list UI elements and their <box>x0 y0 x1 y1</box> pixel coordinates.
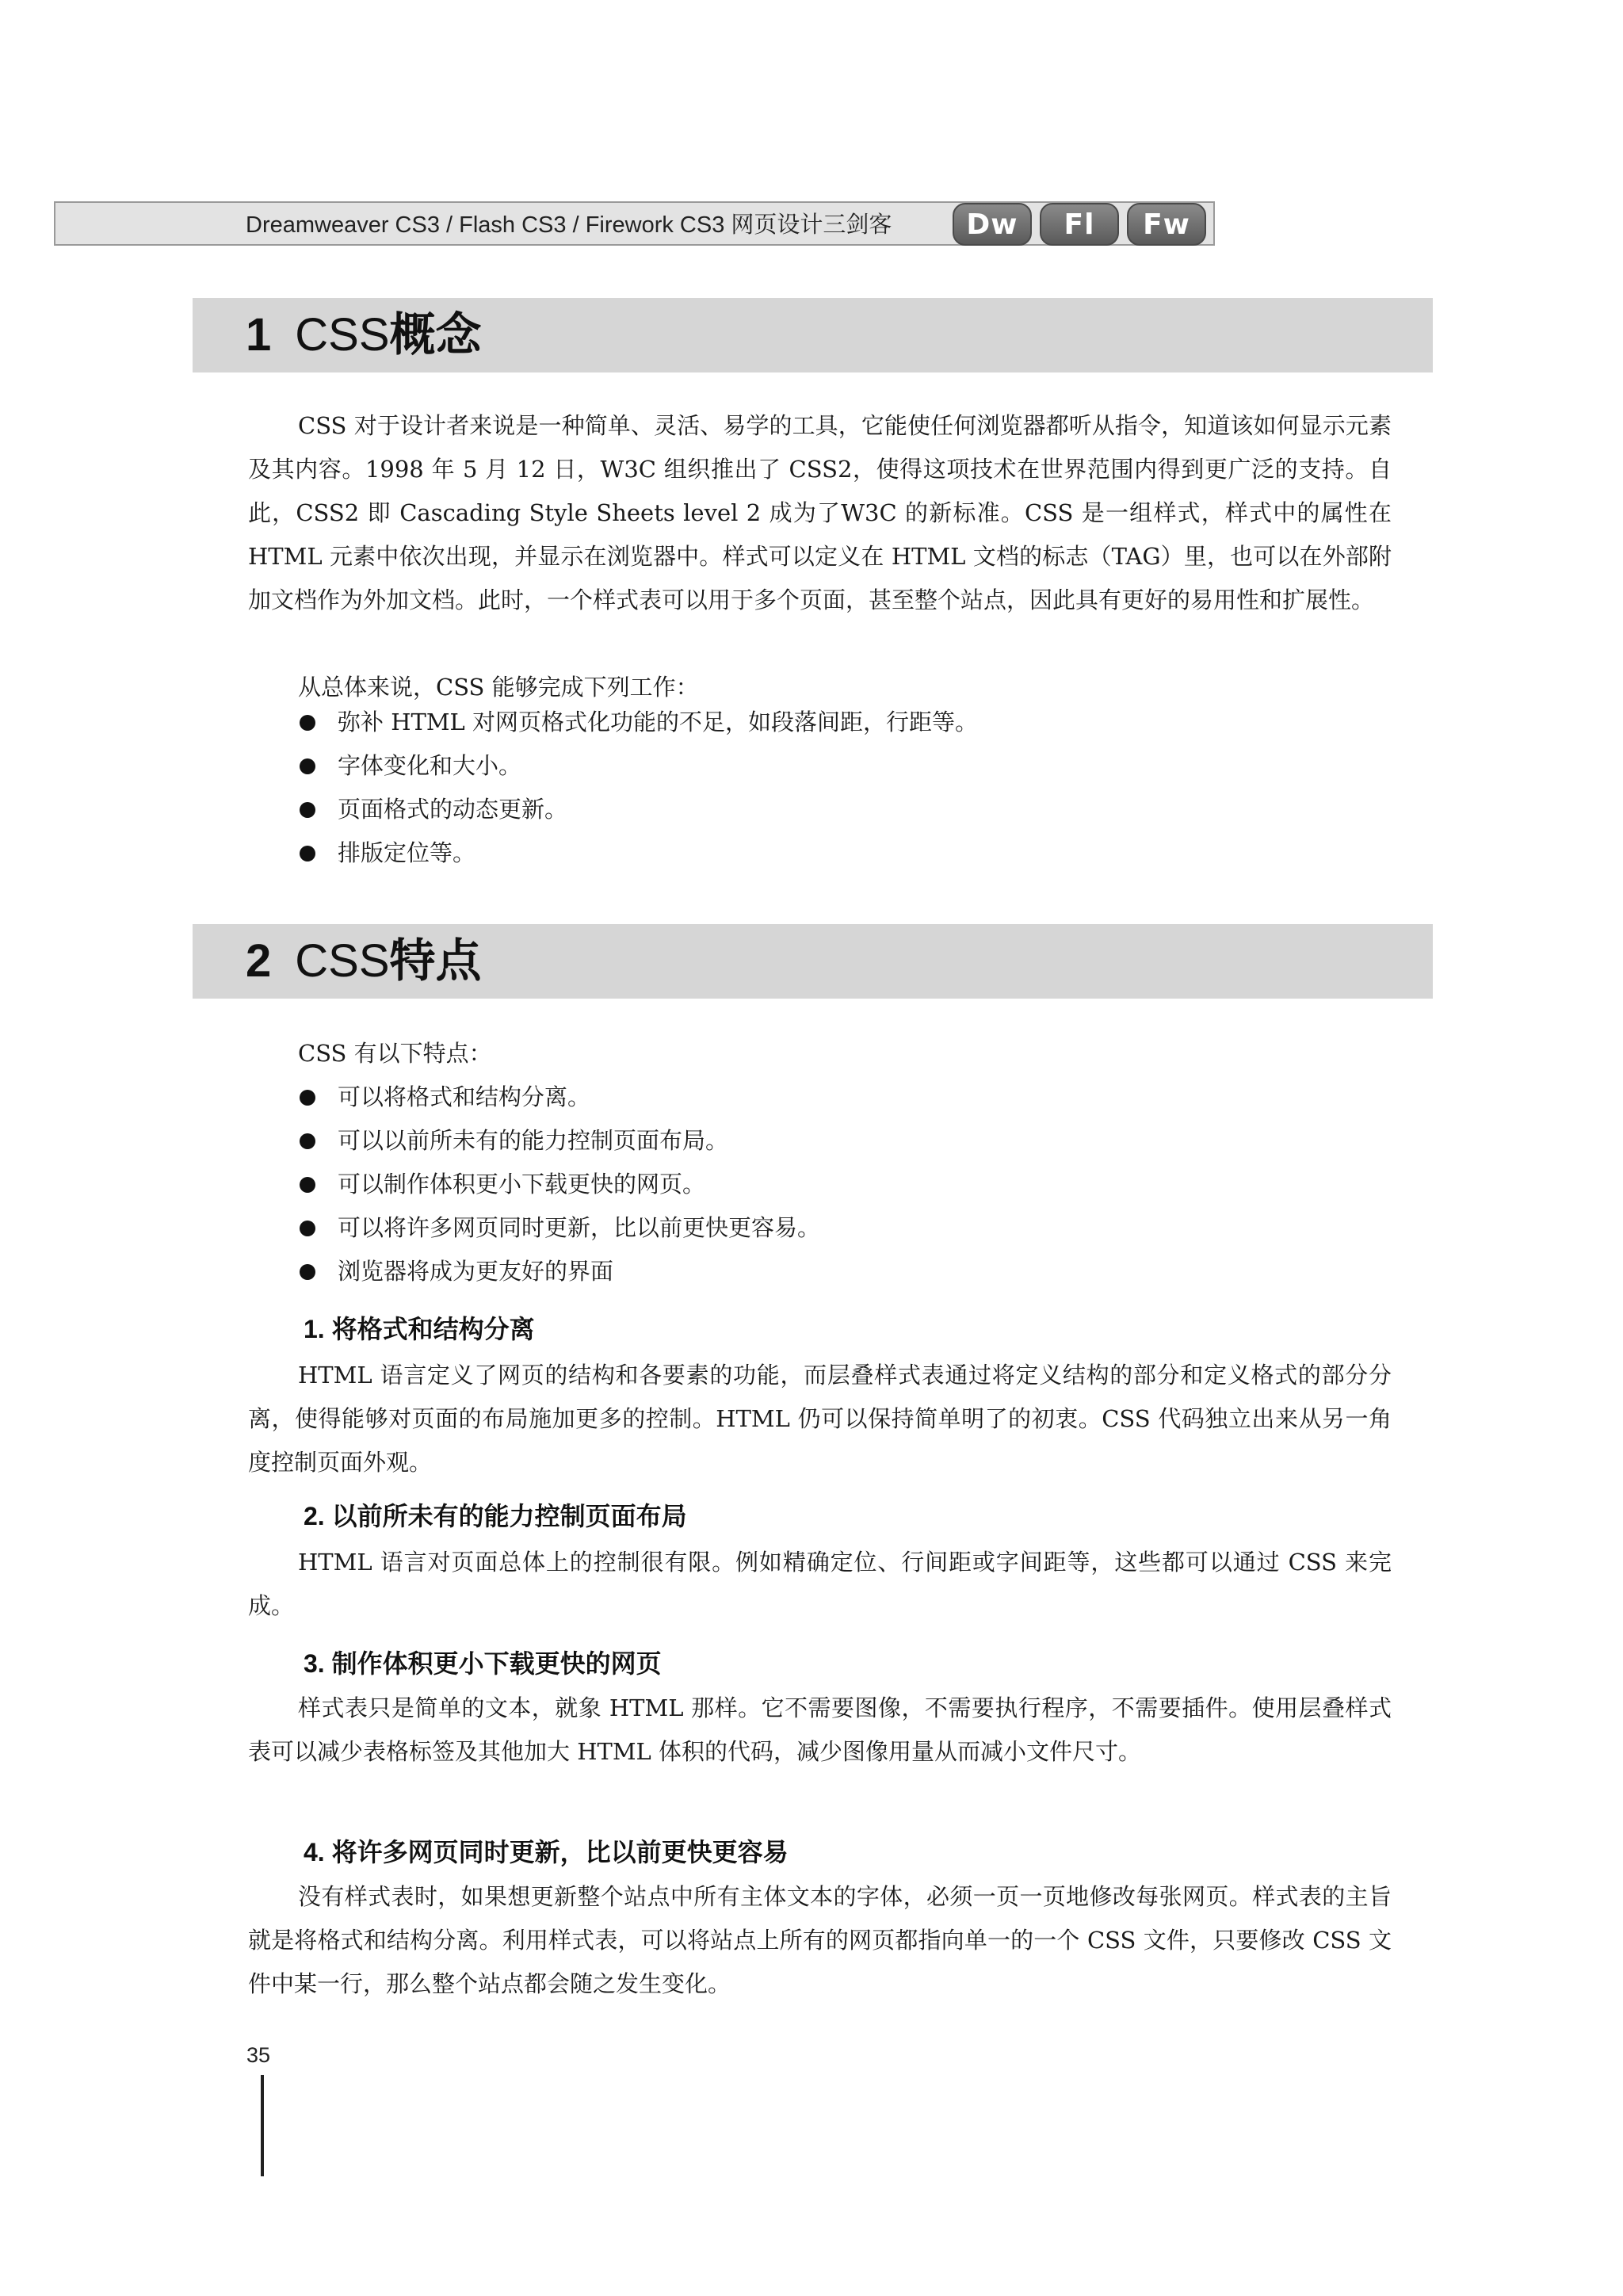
section-2-title-cn: 特点 <box>389 935 482 987</box>
subsection-2-heading: 2. 以前所未有的能力控制页面布局 <box>304 1502 687 1530</box>
section-2-title-latin: CSS <box>295 935 390 987</box>
section-1-bullet: 页面格式的动态更新。 <box>300 788 567 831</box>
section-1-title-cn: 概念 <box>389 309 482 361</box>
flash-badge: Fl <box>1040 203 1119 246</box>
subsection-2-text: HTML 语言对页面总体上的控制很有限。例如精确定位、行间距或字间距等，这些都可以通过 CSS 来完成。 <box>248 1549 1392 1619</box>
bullet-dot-icon <box>300 1177 315 1193</box>
subsection-3-text: 样式表只是简单的文本，就象 HTML 那样。它不需要图像，不需要执行程序，不需要插件。使用层叠样式表可以减少表格标签及其他加大 HTML 体积的代码，减少图像用量从而减小文件尺寸。 <box>248 1694 1392 1765</box>
bullet-dot-icon <box>300 802 315 818</box>
section-1-title-latin: CSS <box>295 309 390 361</box>
section-1-bullet: 字体变化和大小。 <box>300 744 521 788</box>
section-1-title <box>246 298 482 372</box>
section-2-bullet: 浏览器将成为更友好的界面 <box>300 1250 613 1293</box>
bullet-dot-icon <box>300 715 315 731</box>
bullet-dot-icon <box>300 1090 315 1106</box>
subsection-4-text: 没有样式表时，如果想更新整个站点中所有主体文本的字体，必须一页一页地修改每张网页。样式表的主旨就是将格式和结构分离。利用样式表，可以将站点上所有的网页都指向单一的一个 CSS 文件，只要修改 CSS 文件中某一行，那么整个站点都会随之发生变化。 <box>248 1883 1392 1997</box>
fireworks-badge: Fw <box>1127 203 1206 246</box>
running-header-text: Dreamweaver CS3 / Flash CS3 / Firework CS3 网页设计三剑客 <box>246 212 892 238</box>
section-2-bullet: 可以制作体积更小下载更快的网页。 <box>300 1163 705 1206</box>
section-1-bullet: 弥补 HTML 对网页格式化功能的不足，如段落间距，行距等。 <box>300 701 978 744</box>
section-1-intro: 从总体来说，CSS 能够完成下列工作： <box>298 674 699 701</box>
subsection-3-heading: 3. 制作体积更小下载更快的网页 <box>304 1649 662 1678</box>
section-2-intro: CSS 有以下特点： <box>298 1040 492 1067</box>
subsection-4-heading: 4. 将许多网页同时更新，比以前更快更容易 <box>304 1838 789 1866</box>
bullet-dot-icon <box>300 758 315 774</box>
footer-rule <box>261 2075 264 2176</box>
subsection-1-text: HTML 语言定义了网页的结构和各要素的功能，而层叠样式表通过将定义结构的部分和定义格式的部分分离，使得能够对页面的布局施加更多的控制。HTML 仍可以保持简单明了的初衷。CSS 代码独立出来从另一角度控制页面外观。 <box>248 1362 1392 1476</box>
section-2-number: 2 <box>246 935 272 987</box>
bullet-dot-icon <box>300 1133 315 1149</box>
section-1-bullet: 排版定位等。 <box>300 831 475 875</box>
section-1-paragraph: CSS 对于设计者来说是一种简单、灵活、易学的工具，它能使任何浏览器都听从指令，知道该如何显示元素及其内容。1998 年 5 月 12 日，W3C 组织推出了 CSS2，使得这项技术在世界范围内得到更广泛的支持。自此，CSS2 即 Cascading Style Sheets level 2 成为了W3C 的新标准。CSS 是一组样式，样式中的属性在 HTML 元素中依次出现，并显示在浏览器中。样式可以定义在 HTML 文档的标志（TAG）里，也可以在外部附加文档作为外加文档。此时，一个样式表可以用于多个页面，甚至整个站点，因此具有更好的易用性和扩展性。 <box>248 412 1392 613</box>
section-2-bullet: 可以将格式和结构分离。 <box>300 1075 590 1119</box>
bullet-dot-icon <box>300 846 315 861</box>
bullet-dot-icon <box>300 1221 315 1236</box>
software-badges <box>953 203 1206 246</box>
subsection-1-heading: 1. 将格式和结构分离 <box>304 1315 535 1343</box>
section-2-bullet: 可以以前所未有的能力控制页面布局。 <box>300 1119 728 1163</box>
section-2-bullet: 可以将许多网页同时更新，比以前更快更容易。 <box>300 1206 820 1250</box>
section-1-number: 1 <box>246 309 272 361</box>
bullet-dot-icon <box>300 1264 315 1280</box>
page-number: 35 <box>246 2043 271 2067</box>
section-2-title <box>246 924 482 999</box>
dreamweaver-badge: Dw <box>953 203 1032 246</box>
